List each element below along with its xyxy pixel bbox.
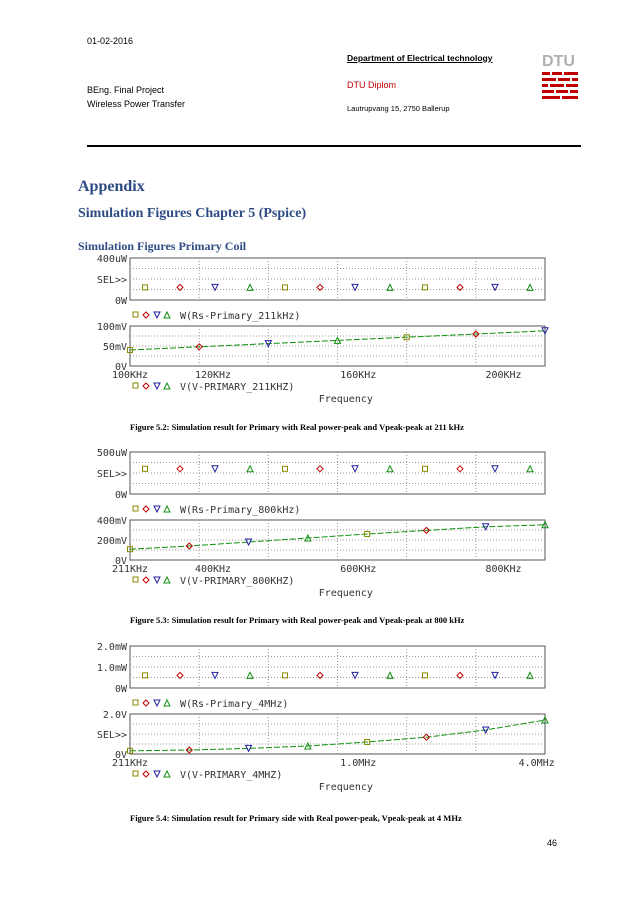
bottom-y-tick-label: 2.0V (102, 710, 127, 721)
legend-marker-diamond (143, 383, 149, 389)
top-trace-marker (492, 672, 498, 678)
chapter-heading: Simulation Figures Chapter 5 (Pspice) (78, 206, 307, 221)
legend-marker-diamond (143, 771, 149, 777)
top-y-tick-label: SEL>> (96, 275, 127, 286)
bottom-trace-label: V(V-PRIMARY_4MHZ) (180, 770, 283, 781)
page-number: 46 (547, 838, 558, 848)
legend-marker-square (133, 383, 138, 388)
top-y-tick-label: 0W (114, 684, 127, 695)
bottom-y-tick-label: 0V (114, 750, 127, 761)
top-y-tick-label: SEL>> (96, 469, 127, 480)
top-trace-marker (423, 466, 428, 471)
pspice-plot-800khz (70, 446, 550, 608)
figure-caption-5-2: Figure 5.2: Simulation result for Primary with Real power-peak and Vpeak-peak at 211 kHz (130, 422, 464, 432)
legend-marker-triangle-up (164, 700, 170, 706)
header-department: Department of Electrical technology (347, 53, 493, 63)
header-rule (87, 145, 581, 147)
figure-caption-5-4: Figure 5.4: Simulation result for Primary side with Real power-peak, Vpeak-peak at 4 MHz (130, 813, 462, 823)
top-trace-marker (212, 466, 218, 472)
legend-marker-triangle-up (164, 771, 170, 777)
x-axis-label: Frequency (318, 782, 373, 793)
legend-marker-triangle-down (154, 312, 160, 318)
legend-marker-square (133, 771, 138, 776)
legend-marker-diamond (143, 700, 149, 706)
x-axis-label: Frequency (318, 588, 373, 599)
header-address: Lautrupvang 15, 2750 Ballerup (347, 104, 450, 113)
top-y-tick-label: 0W (114, 490, 127, 501)
legend-marker-triangle-down (154, 383, 160, 389)
x-tick-label: 211KHz (111, 758, 149, 769)
legend-marker-square (133, 577, 138, 582)
bottom-y-tick-label: SEL>> (96, 730, 127, 741)
top-trace-marker (387, 284, 393, 290)
legend-marker-square (133, 312, 138, 317)
x-tick-label: 160KHz (340, 370, 377, 381)
top-trace-marker (352, 466, 358, 472)
bottom-y-tick-label: 100mV (96, 322, 127, 333)
x-tick-label: 120KHz (194, 370, 232, 381)
top-y-tick-label: 0W (114, 296, 127, 307)
x-tick-label: 200KHz (485, 370, 522, 381)
figure-caption-5-3: Figure 5.3: Simulation result for Primary with Real power-peak and Vpeak-peak at 800 kHz (130, 615, 465, 625)
top-y-tick-label: 2.0mW (96, 642, 127, 653)
header-project-line1: BEng. Final Project (87, 85, 165, 95)
header-diplom: DTU Diplom (347, 80, 397, 90)
dtu-logo-text: DTU (542, 53, 575, 70)
bottom-y-tick-label: 200mV (96, 536, 127, 547)
top-trace-marker (387, 466, 393, 472)
header-date: 01-02-2016 (87, 36, 134, 46)
x-tick-label: 4.0MHz (518, 758, 555, 769)
top-trace-marker (177, 284, 183, 290)
section-heading: Simulation Figures Primary Coil (78, 239, 247, 253)
legend-marker-diamond (143, 577, 149, 583)
bottom-y-tick-label: 0V (114, 362, 127, 373)
top-trace-marker (492, 466, 498, 472)
dtu-logo (540, 50, 580, 106)
top-trace-label: W(Rs-Primary_4MHz) (180, 699, 289, 710)
legend-marker-diamond (143, 506, 149, 512)
bottom-y-tick-label: 50mV (102, 342, 127, 353)
top-y-tick-label: 500uW (96, 448, 127, 459)
legend-marker-triangle-up (164, 383, 170, 389)
bottom-trace-label: V(V-PRIMARY_800KHZ) (180, 576, 295, 587)
pspice-plot-4mhz (70, 640, 555, 802)
legend-marker-triangle-up (164, 506, 170, 512)
top-trace-marker (527, 466, 533, 472)
header-project (87, 83, 185, 111)
top-trace-marker (177, 672, 183, 678)
legend-marker-triangle-down (154, 771, 160, 777)
legend-marker-triangle-down (154, 577, 160, 583)
top-y-tick-label: 1.0mW (96, 663, 127, 674)
bottom-trace-label: V(V-PRIMARY_211KHZ) (180, 382, 295, 393)
top-trace-marker (457, 466, 463, 472)
legend-marker-square (133, 700, 138, 705)
appendix-heading: Appendix (78, 178, 145, 195)
legend-marker-square (133, 506, 138, 511)
top-trace-label: W(Rs-Primary_800kHz) (180, 505, 301, 516)
bottom-y-tick-label: 400mV (96, 516, 127, 527)
x-tick-label: 800KHz (485, 564, 522, 575)
legend-marker-triangle-down (154, 700, 160, 706)
top-trace-marker (317, 466, 323, 472)
bottom-y-tick-label: 0V (114, 556, 127, 567)
top-trace-marker (492, 284, 498, 290)
top-y-tick-label: 400uW (96, 254, 127, 265)
x-tick-label: 100KHz (111, 370, 149, 381)
top-trace-label: W(Rs-Primary_211kHz) (180, 311, 301, 322)
top-trace-marker (143, 466, 148, 471)
top-trace-marker (387, 672, 393, 678)
top-trace-marker (247, 466, 253, 472)
x-tick-label: 600KHz (340, 564, 377, 575)
x-tick-label: 400KHz (194, 564, 232, 575)
header-project-line2: Wireless Power Transfer (87, 99, 186, 109)
pspice-plot-211khz (70, 252, 550, 414)
top-trace-marker (177, 466, 183, 472)
x-tick-label: 1.0MHz (340, 758, 377, 769)
x-tick-label: 211KHz (111, 564, 149, 575)
top-trace-marker (283, 466, 288, 471)
legend-marker-triangle-up (164, 312, 170, 318)
legend-marker-diamond (143, 312, 149, 318)
x-axis-label: Frequency (318, 394, 373, 405)
legend-marker-triangle-down (154, 506, 160, 512)
legend-marker-triangle-up (164, 577, 170, 583)
